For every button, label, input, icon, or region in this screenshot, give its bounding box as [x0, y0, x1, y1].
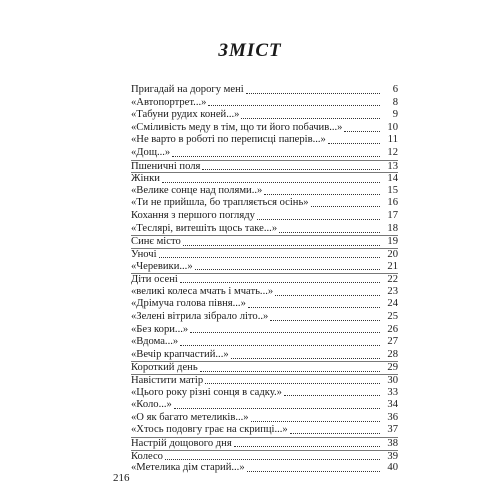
- toc-entry-page: 14: [387, 173, 398, 185]
- toc-entry: [131, 387, 398, 400]
- toc-entry-page: 13: [387, 160, 398, 172]
- dot-leader: [162, 181, 380, 183]
- toc-entry-page: 8: [392, 96, 398, 108]
- dot-leader: [264, 193, 380, 195]
- dot-leader: [195, 268, 380, 270]
- toc-entry: [131, 97, 398, 110]
- toc-entry-title: Кохання з першого погляду: [131, 210, 255, 222]
- dot-leader: [208, 104, 380, 106]
- toc-entry: [131, 197, 398, 210]
- toc-entry-title: «Зелені вітрила зібрало літо..»: [131, 310, 269, 322]
- toc-entry: [131, 261, 398, 274]
- toc-entry: [131, 437, 398, 450]
- toc-entry-page: 9: [392, 109, 398, 121]
- toc-entry-title: Жінки: [131, 173, 160, 185]
- toc-entry-page: 12: [387, 147, 398, 159]
- dot-leader: [172, 155, 380, 157]
- dot-leader: [311, 205, 380, 207]
- toc-entry-page: 40: [387, 462, 398, 474]
- toc-entry: [131, 160, 398, 173]
- dot-leader: [180, 344, 380, 346]
- dot-leader: [279, 231, 380, 233]
- toc-entry: [131, 324, 398, 337]
- dot-leader: [257, 218, 380, 220]
- toc-entry-page: 33: [387, 386, 398, 398]
- dot-leader: [284, 394, 380, 396]
- toc-entry: [131, 172, 398, 185]
- toc-entry-title: «Хтось подовгу грає на скрипці...»: [131, 424, 288, 436]
- table-of-contents: [131, 84, 398, 475]
- toc-entry-page: 22: [387, 274, 398, 286]
- toc-entry-title: Пригадай на дорогу мені: [131, 84, 244, 95]
- toc-entry-title: «Не варто в роботі по переписці паперів...»: [131, 134, 326, 146]
- toc-entry-title: Пшеничні поля: [131, 160, 201, 172]
- toc-entry: [131, 462, 398, 475]
- toc-entry-title: «Без кори...»: [131, 323, 189, 335]
- toc-entry-title: «Дрімуча голова півня...»: [131, 298, 246, 310]
- dot-leader: [270, 319, 380, 321]
- dot-leader: [344, 130, 380, 132]
- toc-entry-title: Уночі: [131, 248, 157, 260]
- dot-leader: [231, 357, 380, 359]
- toc-entry-title: Колесо: [131, 450, 163, 462]
- toc-entry-page: 30: [387, 375, 398, 387]
- dot-leader: [205, 382, 380, 384]
- toc-entry-title: «О як багато метеликів...»: [131, 411, 249, 423]
- toc-entry-page: 28: [387, 348, 398, 360]
- toc-entry-page: 21: [387, 260, 398, 272]
- toc-entry-page: 6: [392, 84, 398, 95]
- toc-entry: [131, 412, 398, 425]
- toc-entry: [131, 450, 398, 463]
- dot-leader: [234, 445, 380, 447]
- toc-entry-title: «Коло...»: [131, 399, 172, 411]
- toc-entry-page: 24: [387, 298, 398, 310]
- toc-entry-page: 26: [387, 323, 398, 335]
- toc-entry: [131, 210, 398, 223]
- toc-entry-title: «Вечір крапчастий...»: [131, 348, 229, 360]
- toc-entry: [131, 374, 398, 387]
- dot-leader: [183, 244, 380, 246]
- toc-entry-title: «Черевики...»: [131, 260, 193, 272]
- dot-leader: [174, 407, 380, 409]
- toc-entry: [131, 223, 398, 236]
- toc-entry-title: Діти осені: [131, 274, 178, 286]
- toc-entry-page: 11: [387, 134, 398, 146]
- toc-entry-title: «Цього року різні сонця в садку.»: [131, 386, 282, 398]
- toc-entry-page: 17: [387, 210, 398, 222]
- toc-entry-page: 20: [387, 248, 398, 260]
- toc-entry-page: 27: [387, 336, 398, 348]
- toc-entry-title: «Сміливість меду в тім, що ти його побачив...»: [131, 121, 343, 133]
- dot-leader: [159, 256, 380, 258]
- toc-entry-page: 10: [387, 121, 398, 133]
- toc-entry-page: 38: [387, 438, 398, 450]
- toc-entry: [131, 298, 398, 311]
- toc-entry: [131, 336, 398, 349]
- dot-leader: [200, 370, 380, 372]
- dot-leader: [275, 294, 380, 296]
- dot-leader: [165, 458, 380, 460]
- toc-entry: [131, 109, 398, 122]
- toc-entry-page: 19: [387, 236, 398, 248]
- dot-leader: [202, 168, 380, 170]
- toc-entry-page: 15: [387, 184, 398, 196]
- toc-entry-page: 29: [387, 362, 398, 374]
- toc-entry-page: 25: [387, 310, 398, 322]
- dot-leader: [251, 420, 380, 422]
- toc-entry: [131, 185, 398, 198]
- toc-entry-page: 37: [387, 424, 398, 436]
- toc-entry: [131, 311, 398, 324]
- toc-entry: [131, 361, 398, 374]
- dot-leader: [247, 470, 380, 472]
- toc-entry: [131, 349, 398, 362]
- toc-entry: [131, 248, 398, 261]
- toc-entry: [131, 399, 398, 412]
- toc-entry-title: «Велике сонце над полями..»: [131, 184, 263, 196]
- toc-entry-page: 16: [387, 197, 398, 209]
- dot-leader: [190, 331, 380, 333]
- page-title: ЗМІСТ: [218, 40, 282, 61]
- toc-entry: [131, 147, 398, 160]
- toc-entry-title: Синє місто: [131, 236, 181, 248]
- dot-leader: [246, 92, 380, 94]
- toc-entry: [131, 424, 398, 437]
- toc-entry-page: 34: [387, 399, 398, 411]
- toc-entry-page: 36: [387, 411, 398, 423]
- toc-entry-title: «Табуни рудих коней...»: [131, 109, 240, 121]
- toc-entry-page: 39: [387, 450, 398, 462]
- toc-entry: [131, 122, 398, 135]
- toc-entry: [131, 84, 398, 97]
- toc-entry-title: «Теслярі, витешіть щось таке...»: [131, 222, 278, 234]
- toc-entry-title: «Ти не прийшла, бо трапляється осінь»: [131, 197, 309, 209]
- toc-entry-title: «Метелика дім старий...»: [131, 462, 245, 474]
- page-number: 216: [113, 472, 130, 484]
- dot-leader: [248, 306, 380, 308]
- dot-leader: [180, 281, 380, 283]
- toc-entry: [131, 134, 398, 147]
- toc-entry: [131, 273, 398, 286]
- toc-entry-title: «великі колеса мчать і мчать...»: [131, 285, 274, 297]
- toc-entry: [131, 286, 398, 299]
- toc-entry-title: «Вдома...»: [131, 336, 179, 348]
- toc-entry-title: Навістити матір: [131, 375, 204, 387]
- toc-entry-title: Настрій дощового дня: [131, 438, 232, 450]
- dot-leader: [290, 432, 380, 434]
- toc-entry-page: 18: [387, 222, 398, 234]
- toc-entry-title: «Автопортрет...»: [131, 96, 207, 108]
- toc-entry-title: «Дощ...»: [131, 147, 171, 159]
- toc-entry-page: 23: [387, 285, 398, 297]
- toc-entry: [131, 235, 398, 248]
- dot-leader: [241, 117, 380, 119]
- toc-entry-title: Короткий день: [131, 362, 198, 374]
- dot-leader: [328, 142, 380, 144]
